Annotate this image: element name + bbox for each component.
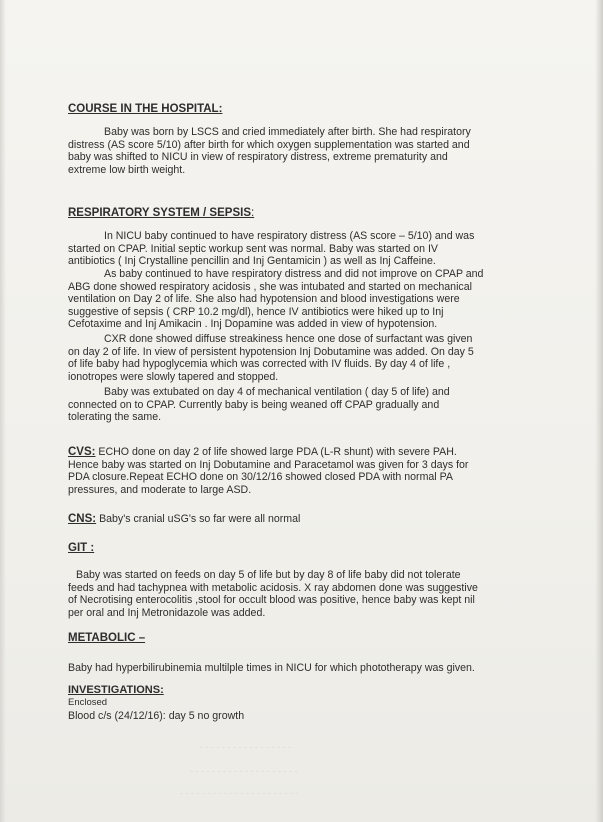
respiratory-line: ventilation on Day 2 of life. She also had hypotension and blood investigations were (68, 293, 460, 306)
respiratory-heading (68, 207, 254, 219)
respiratory-line: ionotropes were slowly tapered and stopped. (68, 370, 279, 383)
investigations-blood-culture: Blood c/s (24/12/16): day 5 no growth (68, 710, 245, 722)
respiratory-line: ABG done showed respiratory acidosis , she was intubated and started on mechanical (68, 280, 472, 293)
respiratory-line: connected on to CPAP. Currently baby is being weaned off CPAP gradually and (68, 398, 440, 411)
git-line: feeds and had tachypnea with metabolic acidosis. X ray abdomen done was suggestive (68, 581, 478, 594)
cvs-line: pressures, and moderate to large ASD. (68, 483, 252, 496)
scan-edge-right (595, 0, 603, 822)
respiratory-paragraph-4 (68, 386, 450, 424)
cvs-line: Hence baby was started on Inj Dobutamine and Paracetamol was given for 3 days for (68, 458, 469, 471)
cvs-line: PDA closure.Repeat ECHO done on 30/12/16 showed closed PDA with normal PA (68, 471, 453, 484)
course-paragraph (68, 126, 471, 176)
respiratory-line: suggestive of sepsis ( CRP 10.2 mg/dl), hence IV antibiotics were hiked up to Inj (68, 305, 444, 318)
respiratory-heading-colon: : (250, 207, 255, 219)
course-heading: COURSE IN THE HOSPITAL: (68, 103, 223, 115)
show-through-mark: - - - - - - - - - - - - - - - - - - - - (190, 766, 298, 776)
investigations-enclosed: Enclosed (68, 697, 108, 708)
cvs-heading: CVS: (68, 446, 96, 458)
respiratory-line: As baby continued to have respiratory distress and did not improve on CPAP and (104, 268, 484, 280)
cns-paragraph (68, 513, 300, 526)
show-through-mark: - - - - - - - - - - - - - - - - - (200, 742, 291, 752)
git-line: per oral and Inj Metronidazole was added. (68, 606, 266, 619)
cvs-paragraph (68, 446, 468, 496)
respiratory-line: CXR done showed diffuse streakiness hence one dose of surfactant was given (104, 333, 473, 345)
investigations-heading: INVESTIGATIONS: (68, 684, 164, 696)
respiratory-paragraph-2 (68, 268, 483, 331)
respiratory-line: Baby was extubated on day 4 of mechanical ventilation ( day 5 of life) and (104, 386, 450, 398)
respiratory-line: on day 2 of life. In view of persistent hypotension Inj Dobutamine was added. On day 5 (68, 345, 474, 358)
respiratory-line: tolerating the same. (68, 411, 162, 424)
course-line: extreme low birth weight. (68, 163, 186, 176)
git-paragraph (68, 569, 478, 619)
metabolic-heading: METABOLIC – (68, 632, 146, 644)
git-line: Baby was started on feeds on day 5 of life but by day 8 of life baby did not tolerate (76, 569, 461, 581)
cns-text: Baby's cranial uSG's so far were all normal (96, 513, 301, 525)
respiratory-heading-text: RESPIRATORY SYSTEM / SEPSIS (68, 207, 251, 219)
respiratory-paragraph-1 (68, 230, 474, 268)
course-line: Baby was born by LSCS and cried immediately after birth. She had respiratory (104, 126, 471, 138)
git-line: of Necrotising enterocolitis ,stool for occult blood was positive, hence baby was kept nil (68, 594, 475, 607)
cns-heading: CNS: (68, 513, 97, 525)
course-line: distress (AS score 5/10) after birth for which oxygen supplementation was started and (68, 138, 470, 151)
respiratory-line: of life baby had hypoglycemia which was corrected with IV fluids. By day 4 of life , (68, 358, 451, 371)
respiratory-paragraph-3 (68, 333, 474, 383)
cvs-line: ECHO done on day 2 of life showed large PDA (L-R shunt) with severe PAH. (95, 446, 457, 458)
respiratory-line: started on CPAP. Initial septic workup sent was normal. Baby was started on IV (68, 242, 438, 255)
git-heading: GIT : (68, 542, 95, 554)
scan-edge-left (0, 0, 6, 822)
respiratory-line: In NICU baby continued to have respiratory distress (AS score – 5/10) and was (104, 230, 475, 242)
respiratory-line: antibiotics ( Inj Crystalline pencillin and Inj Gentamicin ) as well as Inj Caffeine. (68, 255, 436, 268)
show-through-mark: - - - - - - - - - - - - - - - - - - - - - - (180, 788, 299, 798)
course-line: baby was shifted to NICU in view of respiratory distress, extreme prematurity and (68, 151, 448, 164)
respiratory-line: Cefotaxime and Inj Amikacin . Inj Dopamine was added in view of hypotension. (68, 318, 438, 331)
metabolic-text: Baby had hyperbilirubinemia multilple times in NICU for which phototherapy was given. (68, 662, 475, 674)
